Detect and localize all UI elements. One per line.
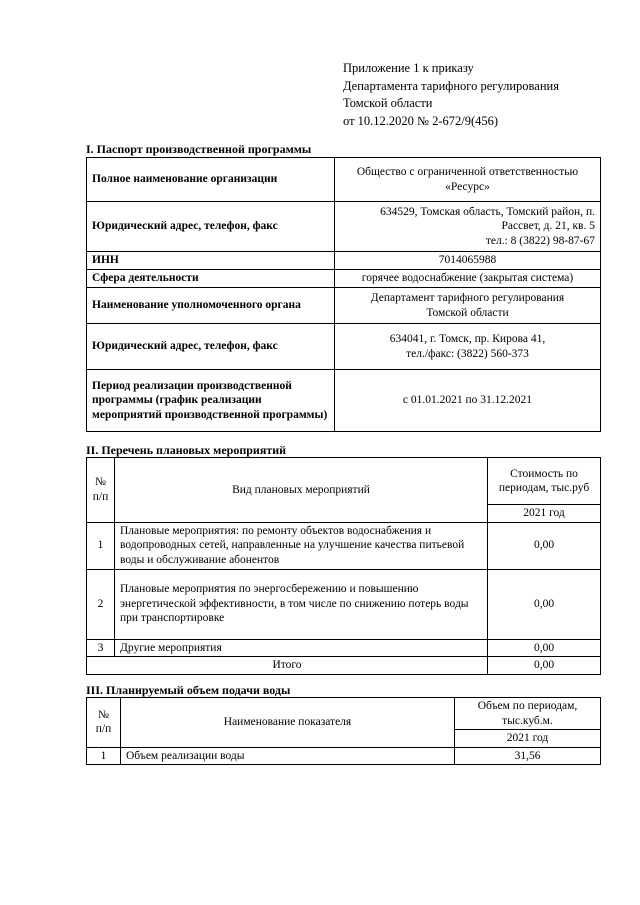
column-header-number: № п/п — [87, 698, 121, 748]
header-line-4: от 10.12.2020 № 2-672/9(456) — [343, 113, 499, 128]
section-1-title: I. Паспорт производственной программы — [86, 142, 312, 156]
row-number: 1 — [87, 522, 115, 569]
row-name: Плановые мероприятия по энергосбережению и повышению энергетической эффективности, в том числе по снижению потерь воды при транспортировке — [115, 569, 488, 639]
row-value: 0,00 — [488, 639, 601, 657]
row-name: Плановые мероприятия: по ремонту объектов водоснабжения и водопроводных сетей, направленные на улучшение качества питьевой воды и обслуживание абонентов — [115, 522, 488, 569]
table-row — [87, 370, 601, 432]
table-total-row — [87, 657, 601, 675]
column-header-year: 2021 год — [488, 505, 601, 523]
table-row — [87, 270, 601, 288]
row-number: 2 — [87, 569, 115, 639]
total-value: 0,00 — [488, 657, 601, 675]
table-header-row — [87, 698, 601, 730]
column-header-cost: Стоимость по периодам, тыс.руб — [488, 458, 601, 505]
column-header-name: Наименование показателя — [121, 698, 455, 748]
row-value: 634529, Томская область, Томский район, п. Рассвет, д. 21, кв. 5 тел.: 8 (3822) 98-87-67 — [335, 202, 601, 252]
column-header-number: № п/п — [87, 458, 115, 523]
row-label: Юридический адрес, телефон, факс — [87, 324, 335, 370]
header-line-1: Приложение 1 к приказу — [343, 61, 474, 75]
volume-table — [86, 697, 601, 765]
column-header-volume: Объем по периодам, тыс.куб.м. — [455, 698, 601, 730]
row-label: ИНН — [87, 252, 335, 270]
row-label: Сфера деятельности — [87, 270, 335, 288]
row-value: Общество с ограниченной ответственностью «Ресурс» — [335, 158, 601, 202]
header-line-2: Департамента тарифного регулирования — [343, 78, 559, 93]
row-value: 31,56 — [455, 747, 601, 765]
table-row — [87, 522, 601, 569]
row-value: с 01.01.2021 по 31.12.2021 — [335, 370, 601, 432]
row-label: Период реализации производственной программы (график реализации мероприятий производственной программы) — [87, 370, 335, 432]
table-row — [87, 288, 601, 324]
row-value: 634041, г. Томск, пр. Кирова 41, тел./факс: (3822) 560-373 — [335, 324, 601, 370]
table-row — [87, 158, 601, 202]
section-3-title: III. Планируемый объем подачи воды — [86, 683, 291, 697]
column-header-year: 2021 год — [455, 730, 601, 748]
table-row — [87, 252, 601, 270]
row-label: Наименование уполномоченного органа — [87, 288, 335, 324]
row-number: 1 — [87, 747, 121, 765]
row-name: Другие мероприятия — [115, 639, 488, 657]
row-value: Департамент тарифного регулирования Томской области — [335, 288, 601, 324]
section-2-title: II. Перечень плановых мероприятий — [86, 443, 287, 457]
table-row — [87, 202, 601, 252]
header-line-3: Томской области — [343, 96, 433, 110]
table-row — [87, 747, 601, 765]
row-number: 3 — [87, 639, 115, 657]
table-header-row — [87, 458, 601, 505]
passport-table — [86, 157, 601, 432]
row-label: Юридический адрес, телефон, факс — [87, 202, 335, 252]
row-value: 0,00 — [488, 522, 601, 569]
column-header-name: Вид плановых мероприятий — [115, 458, 488, 523]
total-label: Итого — [87, 657, 488, 675]
row-value: горячее водоснабжение (закрытая система) — [335, 270, 601, 288]
table-row — [87, 639, 601, 657]
row-label: Полное наименование организации — [87, 158, 335, 202]
measures-table — [86, 457, 601, 675]
row-value: 7014065988 — [335, 252, 601, 270]
document-header — [343, 60, 623, 130]
row-value: 0,00 — [488, 569, 601, 639]
table-row — [87, 569, 601, 639]
table-row — [87, 324, 601, 370]
row-name: Объем реализации воды — [121, 747, 455, 765]
